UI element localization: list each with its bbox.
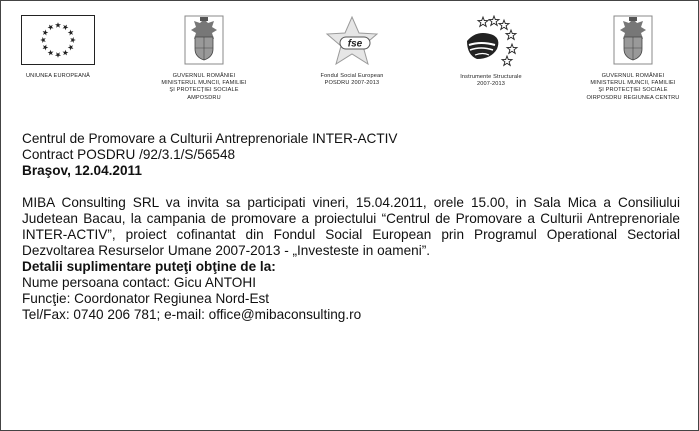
- fse-logo-block: [304, 15, 400, 87]
- is-caption: Instrumente Structurale 2007-2013: [460, 74, 522, 88]
- place-date: Braşov, 12.04.2011: [22, 163, 142, 178]
- logo-row: [1, 15, 698, 115]
- invitation-paragraph: MIBA Consulting SRL va invita sa participati vineri, 15.04.2011, orele 15.00, in Sala Mica a Consiliului Judetean Bacau, la campania de promovare a proiectului “Centrul de Promovare a Culturii Antreprenoriale INTER-ACTIV”, proiect cofinantat din Fondul Social European prin Programul Operational Sectorial Dezvoltarea Resurselor Umane 2007-2013 - „Investeste in oameni”.: [22, 195, 680, 258]
- eu-flag-icon: [21, 15, 95, 65]
- contact-person: Nume persoana contact: Gicu ANTOHI: [22, 275, 256, 290]
- invitation-content: [22, 131, 680, 323]
- contract-number: Contract POSDRU /92/3.1/S/56548: [22, 147, 236, 162]
- fse-caption: Fondul Social European POSDRU 2007-2013: [320, 73, 384, 87]
- government-logo-block-1: [159, 15, 249, 102]
- gov1-caption: GUVERNUL ROMÂNIEI MINISTERUL MUNCII, FAMILIEI ŞI PROTECŢIEI SOCIALE AMPOSDRU: [161, 73, 247, 101]
- eu-logo-block: [15, 15, 101, 80]
- gov2-caption: GUVERNUL ROMÂNIEI MINISTERUL MUNCII, FAMILIEI ŞI PROTECŢIEI SOCIALE OIRPOSDRU REGIUNEA CENTRU: [586, 73, 680, 101]
- government-logo-block-2: [581, 15, 685, 102]
- eu-caption: UNIUNEA EUROPEANĂ: [25, 73, 91, 79]
- details-heading: Detalii suplimentare puteţi obţine de la:: [22, 259, 276, 274]
- contact-function: Funcţie: Coordonator Regiunea Nord-Est: [22, 291, 270, 306]
- structural-instruments-icon: [461, 15, 521, 71]
- fse-star-icon: [323, 15, 381, 69]
- fse-mark-text: fse: [347, 38, 363, 50]
- header-block: [22, 131, 680, 179]
- coat-of-arms-icon: [613, 15, 653, 67]
- structural-instruments-logo-block: [445, 15, 537, 88]
- contact-tel-email: Tel/Fax: 0740 206 781; e-mail: office@mibaconsulting.ro: [22, 307, 362, 322]
- coat-of-arms-icon: [184, 15, 224, 67]
- contact-details: [22, 259, 680, 323]
- center-name: Centrul de Promovare a Culturii Antreprenoriale INTER-ACTIV: [22, 131, 398, 146]
